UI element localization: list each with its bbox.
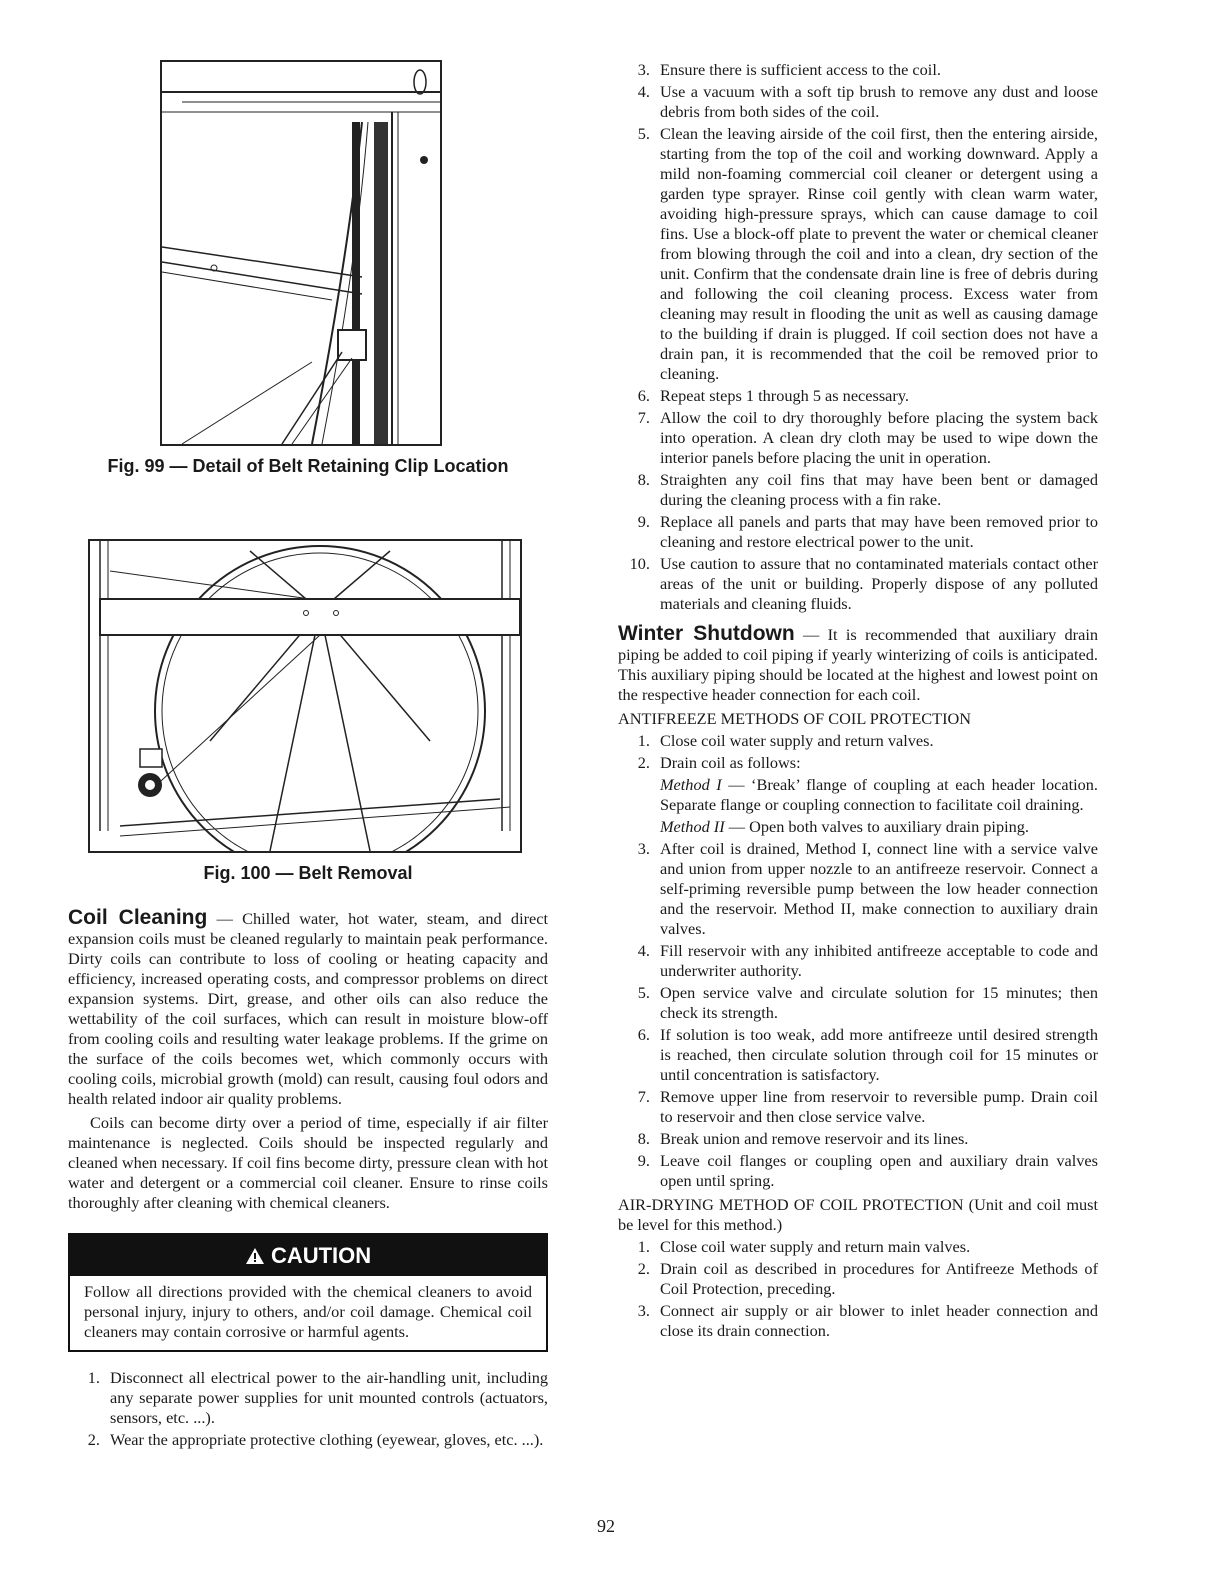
method-2-paragraph: Method II — Open both valves to auxiliary drain piping.: [660, 817, 1029, 836]
method-1-label: Method I: [660, 775, 722, 794]
list-item: 6. If solution is too weak, add more antifreeze until desired strength is reached, then circulate solution through coil for 15 minutes or until concentration is satisfactory.: [637, 1025, 1098, 1084]
antifreeze-heading: ANTIFREEZE METHODS OF COIL PROTECTION: [618, 709, 972, 728]
list-item: 9. Leave coil flanges or coupling open and auxiliary drain valves open until spring.: [637, 1151, 1098, 1190]
coil-cleaning-paragraph: [68, 908, 548, 1109]
list-item: 4. Fill reservoir with any inhibited antifreeze acceptable to code and underwriter authority.: [637, 941, 1098, 980]
list-item: 10. Use caution to assure that no contaminated materials contact other areas of the unit or building. Properly dispose of any polluted materials and cleaning fluids.: [629, 554, 1098, 613]
list-item: 2. Drain coil as follows:: [637, 753, 801, 772]
list-item: 2. Wear the appropriate protective clothing (eyewear, gloves, etc. ...).: [87, 1430, 544, 1449]
coil-cleaning-heading: Coil Cleaning: [68, 906, 208, 929]
list-item: 1. Disconnect all electrical power to the air-handling unit, including any separate power supplies for unit mounted controls (actuators, sensors, etc. ...).: [87, 1368, 548, 1427]
list-item: 3. Connect air supply or air blower to inlet header connection and close its drain connection.: [637, 1301, 1098, 1340]
list-item: 1. Close coil water supply and return main valves.: [637, 1237, 971, 1256]
left-column: [68, 60, 548, 1450]
figure-99-caption: Fig. 99 — Detail of Belt Retaining Clip Location: [107, 456, 509, 476]
winter-shutdown-paragraph: [618, 624, 1098, 705]
list-item: 1. Close coil water supply and return valves.: [637, 731, 934, 750]
warning-triangle-icon: [245, 1247, 265, 1265]
list-item: 3. Ensure there is sufficient access to the coil.: [637, 60, 941, 79]
caution-title: CAUTION: [270, 1243, 372, 1268]
caution-text: Follow all directions provided with the chemical cleaners to avoid personal injury, injury to others, and/or coil damage. Chemical coil cleaners may contain corrosive or harmful agents.: [84, 1282, 532, 1341]
coil-cleaning-steps-left: [68, 1368, 548, 1450]
figure-99-belt-clip-drawing: [160, 60, 442, 446]
figure-100-belt-removal-drawing: [88, 539, 522, 853]
list-item: 3. After coil is drained, Method I, connect line with a service valve and union from upper nozzle to an antifreeze reservoir. Connect a self-priming reversible pump between the low header connection and the reservoir. Method II, make connection to auxiliary drain valves.: [637, 839, 1098, 938]
method-2-label: Method II: [660, 817, 725, 836]
page-number: 92: [597, 1516, 615, 1536]
caution-box: [68, 1233, 548, 1352]
list-item: 8. Straighten any coil fins that may have been bent or damaged during the cleaning process with a fin rake.: [637, 470, 1098, 509]
list-item: 8. Break union and remove reservoir and its lines.: [637, 1129, 969, 1148]
winter-shutdown-text: — It is recommended that auxiliary drain piping be added to coil piping if yearly winterizing of coils is anticipated. This auxiliary piping should be located at the highest and lowest point on the respective header connection for each coil.: [618, 625, 1098, 704]
list-item: 9. Replace all panels and parts that may have been removed prior to cleaning and restore electrical power to the unit.: [637, 512, 1098, 551]
belt-removal-illustration: [90, 541, 520, 851]
air-drying-heading: AIR-DRYING METHOD OF COIL PROTECTION (Unit and coil must be level for this method.): [618, 1195, 1098, 1234]
caution-header: [70, 1235, 546, 1276]
list-item: 7. Remove upper line from reservoir to reversible pump. Drain coil to reservoir and then close service valve.: [637, 1087, 1098, 1126]
method-1-paragraph: Method I — ‘Break’ flange of coupling at each header location. Separate flange or coupling connection to facilitate coil draining.: [660, 775, 1099, 814]
list-item: 5. Open service valve and circulate solution for 15 minutes; then check its strength.: [637, 983, 1098, 1022]
coil-cleaning-steps-right: [618, 60, 1098, 614]
list-item: 4. Use a vacuum with a soft tip brush to remove any dust and loose debris from both sides of the coil.: [637, 82, 1098, 121]
coil-inspection-paragraph: Coils can become dirty over a period of time, especially if air filter maintenance is neglected. Coils should be inspected regularly and cleaned when necessary. If coil fins become dirty, pressure clean with hot water and detergent or a commercial coil cleaner. Ensure to rinse coils thoroughly after cleaning with chemical cleaners.: [68, 1113, 548, 1212]
belt-retaining-clip-illustration: [162, 62, 440, 444]
winter-shutdown-heading: Winter Shutdown: [618, 622, 795, 645]
list-item: 5. Clean the leaving airside of the coil first, then the entering airside, starting from the top of the coil and working downward. Apply a mild non-foaming commercial coil cleaner or detergent using a garden type sprayer. Rinse coil gently with clean warm water, avoiding high-pressure sprays, which can cause damage to coil fins. Use a block-off plate to prevent the water or chemical cleaner from blowing through the coil and into a clean, dry section of the unit. Confirm that the condensate drain line is free of debris during and following the coil cleaning process. Excess water from cleaning may result in flooding the unit as well as causing damage to the building if drain is plugged. If coil section does not have a drain pan, it is recommended that the coil be removed prior to cleaning.: [637, 124, 1098, 383]
antifreeze-steps-continued: [618, 839, 1098, 1191]
list-item: 6. Repeat steps 1 through 5 as necessary.: [637, 386, 909, 405]
coil-cleaning-text: — Chilled water, hot water, steam, and direct expansion coils must be cleaned regularly to maintain peak performance. Dirty coils can contribute to loss of cooling or heating capacity and efficiency, increased operating costs, and compressor problems on direct expansion systems. Dirt, grease, and other oils can also reduce the wettability of the coil surfaces, which can result in moisture blow-off from cooling coils and resulting water leakage problems. If the grime on the surface of the coils becomes wet, which commonly occurs with cooling coils, microbial growth (mold) can result, causing foul odors and health related indoor air quality problems.: [68, 909, 548, 1108]
list-item: 7. Allow the coil to dry thoroughly before placing the system back into operation. A clean dry cloth may be used to wipe down the interior panels before placing the unit in operation.: [637, 408, 1098, 467]
air-drying-steps: [618, 1237, 1098, 1341]
figure-100-caption: Fig. 100 — Belt Removal: [203, 863, 413, 883]
list-item: 2. Drain coil as described in procedures for Antifreeze Methods of Coil Protection, preceding.: [637, 1259, 1098, 1298]
antifreeze-steps: [618, 731, 1098, 773]
right-column: [618, 60, 1098, 1341]
